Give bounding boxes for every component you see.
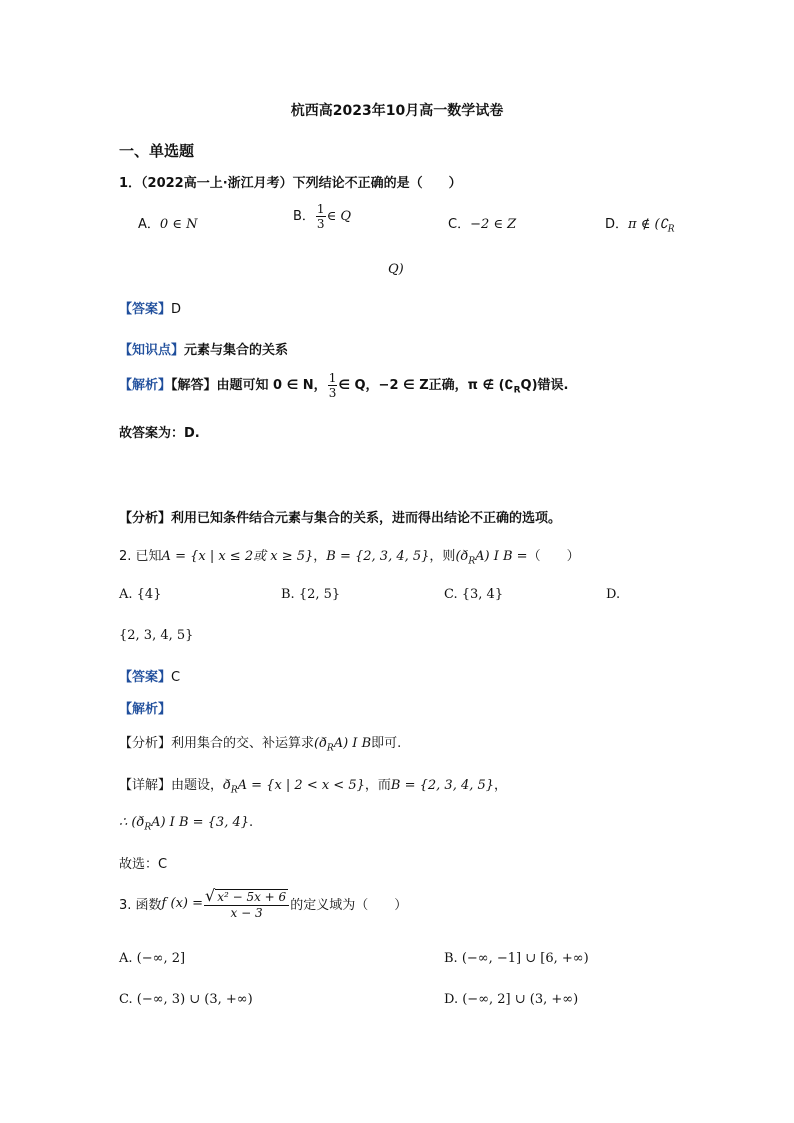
q1-option-c — [448, 213, 516, 232]
q2-analysis-tag — [119, 698, 171, 717]
kp-text: 元素与集合的关系 — [184, 343, 289, 358]
therefore-text: . — [249, 815, 254, 830]
q2-option-d: D. — [606, 587, 621, 602]
fraction — [328, 372, 338, 399]
detail-text: 【详解】由题设， — [119, 778, 224, 793]
sqrt-icon: √ — [205, 886, 216, 905]
complement-expr: ð — [223, 778, 231, 793]
option-expr: π ∉ (∁ — [628, 217, 668, 232]
numerator: 1 — [328, 371, 337, 385]
analysis-tag: 【解析】 — [119, 378, 172, 393]
fraction — [204, 888, 289, 919]
denominator: 3 — [316, 217, 325, 231]
detail-text: ， — [494, 778, 508, 793]
q2-detail — [119, 774, 507, 796]
q2-option-c: C. {3, 4} — [444, 587, 504, 602]
answer-value: D — [171, 302, 182, 317]
radicand: x² − 5x + 6 — [217, 890, 287, 904]
function-expr: f (x) = — [161, 896, 203, 911]
q3-option-d: D. (−∞, 2] ∪ (3, +∞) — [444, 992, 579, 1007]
complement-expr: (ð — [314, 736, 327, 751]
denominator: x − 3 — [230, 906, 263, 920]
option-expr: ∈ Q — [326, 209, 351, 224]
q3-option-a: A. (−∞, 2] — [119, 951, 186, 966]
subscript: R — [326, 743, 334, 754]
analysis-text: ∈ Q，−2 ∈ Z正确，π ∉ (∁ — [338, 378, 514, 393]
option-label: C． — [448, 217, 471, 232]
denominator: 3 — [328, 386, 337, 400]
stem-text: ， — [313, 549, 327, 564]
intersection-expr: A) I B — [333, 736, 372, 751]
intersection-expr: A) I B = — [475, 549, 528, 564]
option-expr: −2 ∈ Z — [470, 217, 517, 232]
numerator: 1 — [316, 202, 325, 216]
stem-text: （ ） — [527, 549, 580, 564]
subscript: R — [468, 556, 476, 567]
q2-answer — [119, 666, 180, 685]
therefore-expr: A) I B = {3, 4} — [151, 815, 250, 830]
analysis-text: Q)错误. — [520, 378, 569, 393]
subscript: R — [667, 224, 675, 235]
q1-option-b — [293, 203, 351, 230]
set-expr: B = {2, 3, 4, 5} — [390, 778, 495, 793]
complement-expr: (ð — [455, 549, 469, 564]
q1-stem: 1．（2022高一上·浙江月考）下列结论不正确的是（ ） — [119, 176, 462, 191]
numerator — [204, 888, 289, 906]
stem-text: 的定义域为（ ） — [290, 898, 408, 913]
option-label: B． — [293, 209, 315, 224]
set-a-expr: A = {x | x ≤ 2或 x ≥ 5} — [161, 549, 314, 564]
q2-option-a: A. {4} — [119, 587, 162, 602]
kp-tag: 【知识点】 — [119, 343, 185, 358]
stem-text: 2. 已知 — [119, 549, 162, 564]
q2-fenxi — [119, 732, 401, 754]
analysis-text: 【解答】由题可知 0 ∈ N， — [171, 378, 327, 393]
q1-fenxi: 【分析】利用已知条件结合元素与集合的关系，进而得出结论不正确的选项。 — [119, 511, 562, 526]
section-heading: 一、单选题 — [119, 142, 195, 160]
q3-stem — [119, 888, 407, 919]
q3-option-b: B. (−∞, −1] ∪ [6, +∞) — [444, 951, 589, 966]
q2-choose: 故选：C — [119, 857, 168, 872]
q1-option-a — [138, 213, 197, 232]
q2-option-d-cont: {2, 3, 4, 5} — [119, 628, 194, 643]
subscript: R — [230, 785, 238, 796]
stem-text: ，则 — [429, 549, 456, 564]
q2-therefore — [119, 815, 253, 833]
page-title: 杭西高2023年10月高一数学试卷 — [290, 103, 504, 119]
q1-answer — [119, 298, 181, 317]
fenxi-text: 即可. — [371, 736, 402, 751]
stem-text: 3. 函数 — [119, 898, 162, 913]
option-label: D． — [605, 217, 629, 232]
q2-option-b: B. {2, 5} — [281, 587, 341, 602]
set-b-expr: B = {2, 3, 4, 5} — [326, 549, 430, 564]
detail-text: ，而 — [364, 778, 391, 793]
therefore-expr: ∴ (ð — [119, 815, 145, 830]
answer-value: C — [171, 670, 181, 685]
option-expr: 0 ∈ N — [159, 217, 198, 232]
answer-tag: 【答案】 — [119, 302, 172, 317]
fenxi-text: 【分析】利用集合的交、补运算求 — [119, 736, 315, 751]
q2-stem — [119, 545, 580, 567]
q1-final-answer: 故答案为：D. — [119, 426, 200, 441]
subscript: R — [144, 822, 152, 833]
analysis-tag: 【解析】 — [119, 702, 172, 717]
q1-option-d-cont: Q) — [388, 262, 404, 277]
answer-tag: 【答案】 — [119, 670, 172, 685]
fraction — [316, 203, 326, 230]
q1-analysis — [119, 372, 568, 399]
subscript: R — [513, 385, 521, 396]
q3-option-c: C. (−∞, 3) ∪ (3, +∞) — [119, 992, 253, 1007]
option-label: A． — [138, 217, 160, 232]
q1-knowledge-point — [119, 339, 288, 358]
q1-option-d — [605, 213, 675, 235]
set-expr: A = {x | 2 < x < 5} — [237, 778, 365, 793]
